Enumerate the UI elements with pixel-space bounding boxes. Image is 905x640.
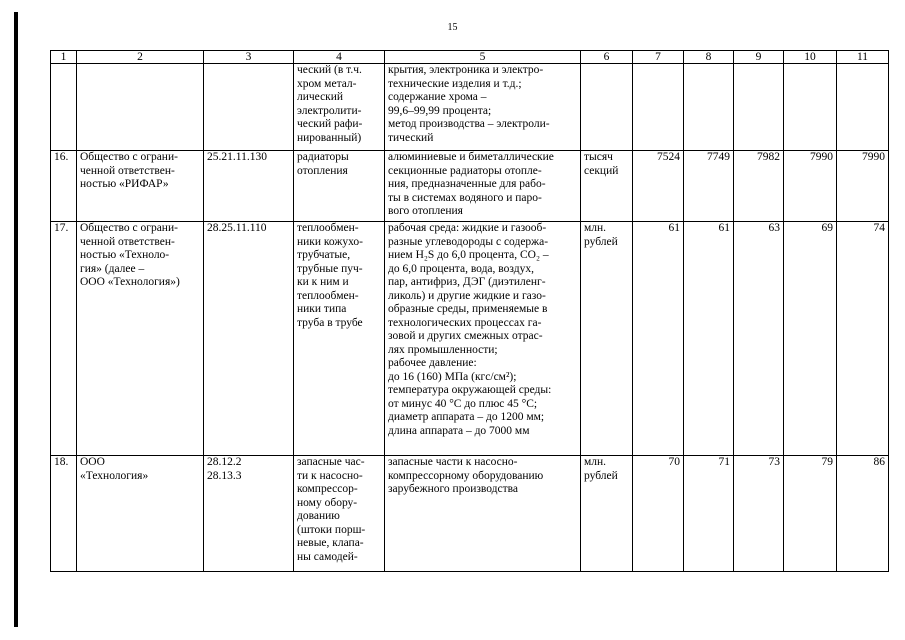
column-header: 9 <box>734 51 784 64</box>
column-header: 7 <box>633 51 684 64</box>
value-cell <box>837 64 889 151</box>
unit-cell <box>581 64 633 151</box>
column-header: 8 <box>684 51 734 64</box>
value-cell: 7990 <box>837 151 889 222</box>
value-cell: 7524 <box>633 151 684 222</box>
value-cell <box>684 64 734 151</box>
value-cell: 70 <box>633 456 684 572</box>
value-cell: 79 <box>784 456 837 572</box>
data-table <box>50 50 889 572</box>
product-cell: теплообмен- ники кожухо- трубчатые, трубные пуч- ки к ним и теплообмен- ники типа труба в трубе <box>294 222 385 456</box>
column-header: 1 <box>51 51 77 64</box>
okpd-code-cell: 28.12.2 28.13.3 <box>204 456 294 572</box>
okpd-code-cell: 25.21.11.130 <box>204 151 294 222</box>
value-cell: 73 <box>734 456 784 572</box>
table-row <box>51 222 889 456</box>
organization-cell: Общество с ограни- ченной ответствен- ностью «Техноло- гия» (далее – ООО «Технология») <box>77 222 204 456</box>
organization-cell: Общество с ограни- ченной ответствен- ностью «РИФАР» <box>77 151 204 222</box>
row-number-cell: 16. <box>51 151 77 222</box>
table-row <box>51 151 889 222</box>
value-cell <box>633 64 684 151</box>
value-cell <box>784 64 837 151</box>
binding-bar <box>14 12 18 627</box>
column-header: 5 <box>385 51 581 64</box>
unit-cell: тысяч секций <box>581 151 633 222</box>
header-row <box>51 51 889 64</box>
description-cell: алюминиевые и биметаллические секционные радиаторы отопле- ния, предназначенные для рабо- ты в системах водяного и паро- вого отопления <box>385 151 581 222</box>
value-cell: 74 <box>837 222 889 456</box>
column-header: 11 <box>837 51 889 64</box>
column-header: 3 <box>204 51 294 64</box>
value-cell: 61 <box>684 222 734 456</box>
okpd-code-cell: 28.25.11.110 <box>204 222 294 456</box>
description-cell: рабочая среда: жидкие и газооб- разные углеводороды с содержа- нием H₂S до 6,0 процента, CO₂ – до 6,0 процента, вода, воздух, пар, антифриз, ДЭГ (диэтиленг- ликоль) и другие жидкие и газо- образные среды, применяемые в технологических процессах га- зовой и других смежных отрас- лях промышленности; рабочее давление: до 16 (160) МПа (кгс/см²); температура окружающей среды: от минус 40 °C до плюс 45 °C; диаметр аппарата – до 1200 мм; длина аппарата – до 7000 мм <box>385 222 581 456</box>
value-cell <box>734 64 784 151</box>
value-cell: 7982 <box>734 151 784 222</box>
product-cell: радиаторы отопления <box>294 151 385 222</box>
product-cell: ческий (в т.ч. хром метал- лический электролити- ческий рафи- нированный) <box>294 64 385 151</box>
row-number-cell: 17. <box>51 222 77 456</box>
description-cell: запасные части к насосно- компрессорному оборудованию зарубежного производства <box>385 456 581 572</box>
column-header: 4 <box>294 51 385 64</box>
okpd-code-cell <box>204 64 294 151</box>
organization-cell <box>77 64 204 151</box>
column-header: 2 <box>77 51 204 64</box>
column-header: 6 <box>581 51 633 64</box>
value-cell: 61 <box>633 222 684 456</box>
value-cell: 7749 <box>684 151 734 222</box>
description-cell: крытия, электроника и электро- технические изделия и т.д.; содержание хрома – 99,6–99,99 процента; метод производства – электроли- тический <box>385 64 581 151</box>
value-cell: 69 <box>784 222 837 456</box>
row-number-cell <box>51 64 77 151</box>
table-row <box>51 456 889 572</box>
value-cell: 86 <box>837 456 889 572</box>
page-number: 15 <box>447 22 458 33</box>
table-row <box>51 64 889 151</box>
value-cell: 7990 <box>784 151 837 222</box>
product-cell: запасные час- ти к насосно- компрессор- ному обору- дованию (штоки порш- невые, клапа- ны самодей- <box>294 456 385 572</box>
row-number-cell: 18. <box>51 456 77 572</box>
column-header: 10 <box>784 51 837 64</box>
unit-cell: млн. рублей <box>581 222 633 456</box>
organization-cell: ООО «Технология» <box>77 456 204 572</box>
value-cell: 71 <box>684 456 734 572</box>
unit-cell: млн. рублей <box>581 456 633 572</box>
value-cell: 63 <box>734 222 784 456</box>
